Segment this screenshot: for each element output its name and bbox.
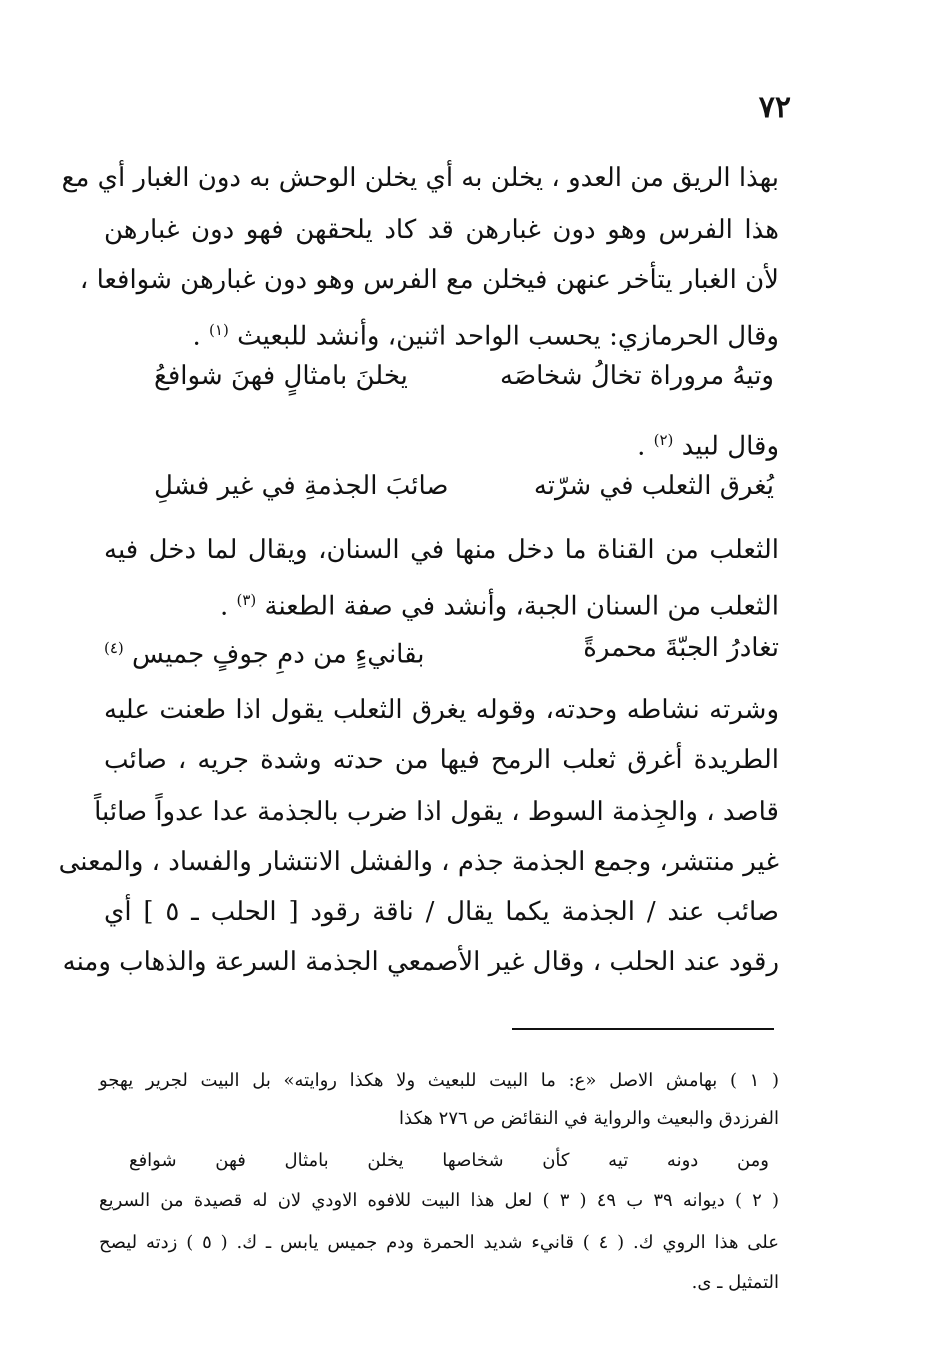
verse-hemistich-second: صائبَ الجذمةِ في غير فشلِ xyxy=(154,471,449,501)
footnote-marker: (٤) xyxy=(104,639,124,657)
footnote-marker: (٢) xyxy=(653,431,674,449)
body-line: هذا الفرس وهو دون غبارهن قد كاد يلحقهن فهو دون غبارهن xyxy=(104,215,779,245)
verse xyxy=(154,466,774,506)
footnote-line: الفرزدق والبعيث والرواية في النقائض ص ٢٧٦ هكذا xyxy=(399,1108,779,1129)
body-line: رقود عند الحلب ، وقال غير الأصمعي الجذمة السرعة والذهاب ومنه xyxy=(62,947,779,977)
body-line: الطريدة أغرق ثعلب الرمح فيها من حدته وشدة جريه ، صائب xyxy=(104,745,779,775)
verse xyxy=(154,356,774,396)
verse-hemistich-second xyxy=(104,628,425,675)
page-number: ٧٢ xyxy=(758,90,791,125)
body-line: الثعلب من القناة ما دخل منها في السنان، ويقال لما دخل فيه xyxy=(104,535,779,565)
verse-hemistich-second: يخلنَ بامثالٍ فهنَ شوافعُ xyxy=(154,361,408,391)
footnote-line: التمثيل ـ ى. xyxy=(691,1272,779,1293)
body-line: غير منتشر، وجمع الجذمة جذم ، والفشل الانتشار والفساد ، والمعنى xyxy=(58,847,779,877)
body-line: صائب عند / الجذمة يكما يقال / ناقة رقود [ الحلب ـ ٥ ] أي xyxy=(104,897,779,927)
footnote-marker: (١) xyxy=(209,321,229,339)
footnote-marker: (٣) xyxy=(236,591,257,609)
verse-hemistich-first: يُغرق الثعلب في شرّته xyxy=(533,471,774,501)
body-line: لأن الغبار يتأخر عنهن فيخلن مع الفرس وهو دون غبارهن شوافعا ، xyxy=(79,265,779,295)
verse-hemistich-first: وتيهُ مروراة تخالُ شخاصَه xyxy=(500,361,774,391)
body-line-text: الثعلب من السنان الجبة، وأنشد في صفة الطعنة xyxy=(264,591,779,622)
body-line-text: وقال الحرمازي: يحسب الواحد اثنين، وأنشد للبعيث xyxy=(237,321,779,352)
body-line: وقال لبيد $^{(٢)}$ . xyxy=(637,431,779,462)
verse xyxy=(104,628,779,675)
body-line-text: وقال لبيد xyxy=(681,431,779,462)
footnote-line: ( ٢ ) ديوانه ٣٩ ب ٤٩ ( ٣ ) لعل هذا البيت للافوه الاودي لان له قصيدة من السريع xyxy=(99,1190,779,1211)
body-line: وشرته نشاطه وحدته، وقوله يغرق الثعلب يقول اذا طعنت عليه xyxy=(104,695,779,725)
body-line: بهذا الريق من العدو ، يخلن به أي يخلن الوحش به دون الغبار أي مع xyxy=(61,163,779,193)
body-line: وقال الحرمازي: يحسب الواحد اثنين، وأنشد للبعيث $^{(١)}$ . xyxy=(192,321,779,352)
verse-hemistich-text: بقانيءٍ من دمِ جوفٍ جميس xyxy=(132,639,425,670)
footnote-divider xyxy=(512,1028,774,1030)
footnote-line: ( ١ ) بهامش الاصل «ع: ما البيت للبعيث ولا هكذا روايته» بل البيت لجرير يهجو xyxy=(99,1070,779,1091)
footnote-line: على هذا الروي ك. ( ٤ ) قانيء شديد الحمرة ودم جميس يابس ـ ك. ( ٥ ) زدته ليصح xyxy=(99,1232,780,1253)
body-line: قاصد ، والجِذمة السوط ، يقول اذا ضرب بالجذمة عدا عدواً صائباً xyxy=(94,797,779,827)
verse-hemistich-first: تغادرُ الجبّةَ محمرةً xyxy=(583,633,779,663)
body-line: الثعلب من السنان الجبة، وأنشد في صفة الطعنة $^{(٣)}$ . xyxy=(219,591,779,622)
footnote-verse: ومن دونه تيه كأن شخاصها يخلن بامثال فهن شوافع xyxy=(129,1150,769,1171)
